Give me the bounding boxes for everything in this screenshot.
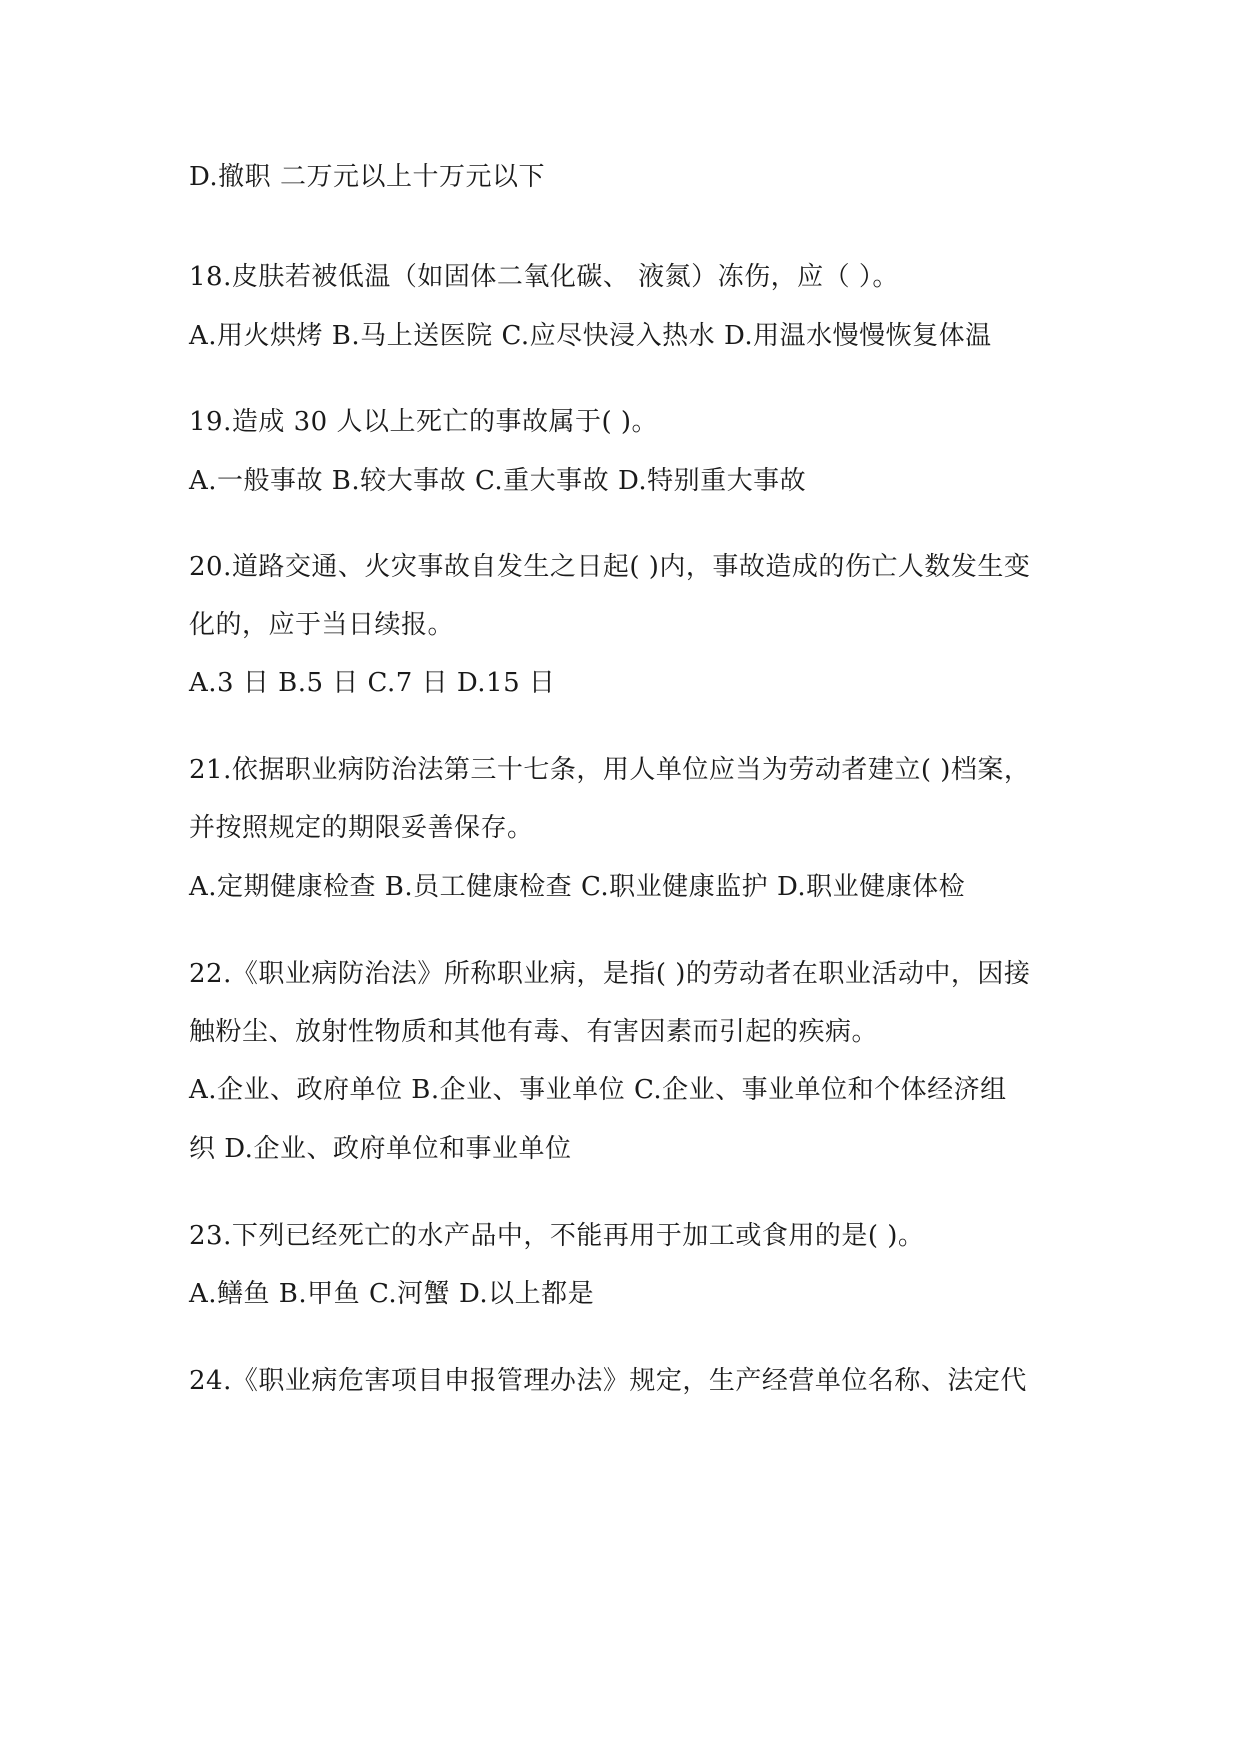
q18-question: 18.皮肤若被低温（如固体二氧化碳、 液氮）冻伤，应（ ）。 [189, 262, 899, 292]
q22-options-line-2: 织 D.企业、政府单位和事业单位 [189, 1134, 572, 1164]
q23-options: A.鳝鱼 B.甲鱼 C.河蟹 D.以上都是 [189, 1279, 595, 1309]
q17-option-d: D.撤职 二万元以上十万元以下 [189, 162, 545, 192]
q20-question-line-1: 20.道路交通、火灾事故自发生之日起( )内，事故造成的伤亡人数发生变 [189, 552, 1031, 582]
q19-options: A.一般事故 B.较大事故 C.重大事故 D.特别重大事故 [189, 466, 807, 496]
q18-options: A.用火烘烤 B.马上送医院 C.应尽快浸入热水 D.用温水慢慢恢复体温 [189, 321, 992, 351]
q24-question-line-1: 24.《职业病危害项目申报管理办法》规定，生产经营单位名称、法定代 [189, 1366, 1027, 1396]
q22-options-line-1: A.企业、政府单位 B.企业、事业单位 C.企业、事业单位和个体经济组 [189, 1075, 1007, 1105]
q19-question: 19.造成 30 人以上死亡的事故属于( )。 [189, 407, 659, 437]
q22-question-line-2: 触粉尘、放射性物质和其他有毒、有害因素而引起的疾病。 [189, 1017, 879, 1047]
q22-question-line-1: 22.《职业病防治法》所称职业病，是指( )的劳动者在职业活动中，因接 [189, 959, 1031, 989]
q20-options: A.3 日 B.5 日 C.7 日 D.15 日 [189, 668, 556, 698]
q21-question-line-1: 21.依据职业病防治法第三十七条，用人单位应当为劳动者建立( )档案， [189, 755, 1031, 785]
q23-question: 23.下列已经死亡的水产品中，不能再用于加工或食用的是( )。 [189, 1221, 925, 1251]
q21-question-line-2: 并按照规定的期限妥善保存。 [189, 813, 534, 843]
q21-options: A.定期健康检查 B.员工健康检查 C.职业健康监护 D.职业健康体检 [189, 872, 966, 902]
q20-question-line-2: 化的，应于当日续报。 [189, 610, 455, 640]
